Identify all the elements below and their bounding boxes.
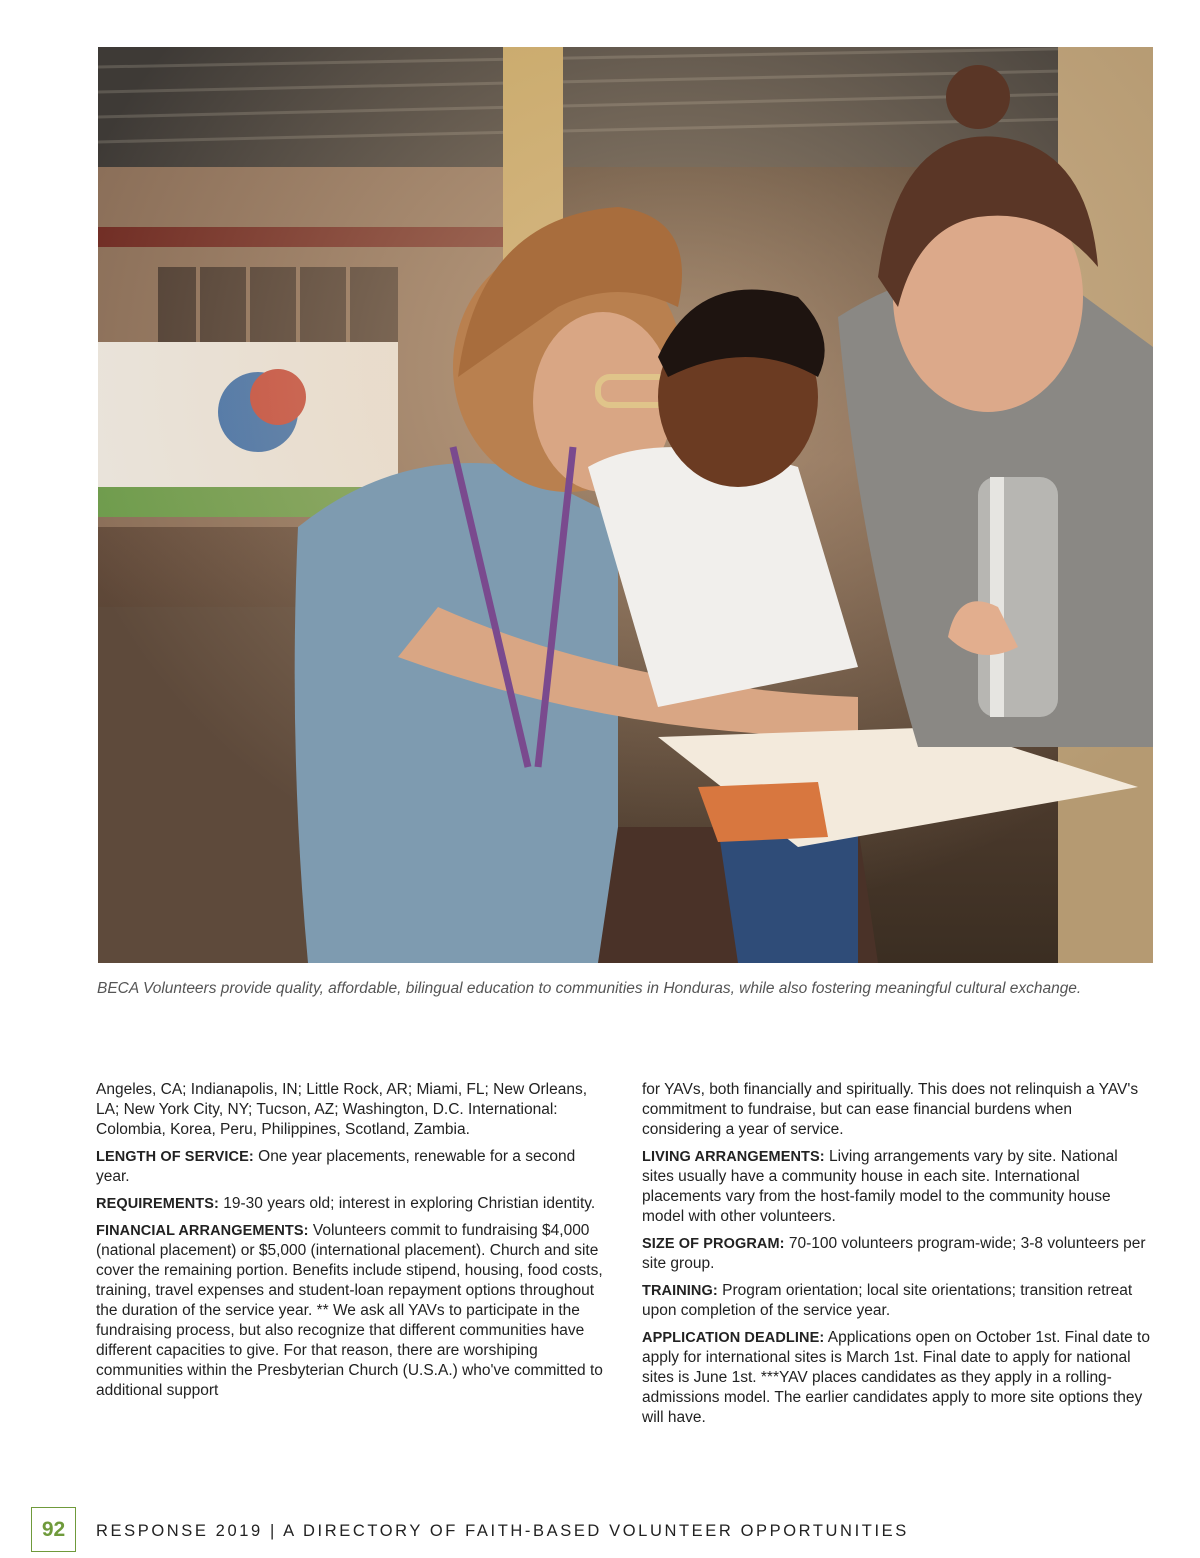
deadline-label: APPLICATION DEADLINE: [642,1330,825,1346]
training-label: TRAINING: [642,1283,718,1299]
locations-text: Angeles, CA; Indianapolis, IN; Little Rock, AR; Miami, FL; New Orleans, LA; New York City, NY; Tucson, AZ; Washington, D.C. International: Colombia, Korea, Peru, Philippines, Scotland, Zambia. [96,1081,588,1138]
training [642,1281,1150,1321]
right-column [642,1080,1150,1435]
financial-label: FINANCIAL ARRANGEMENTS: [96,1223,309,1239]
requirements-text: 19-30 years old; interest in exploring Christian identity. [218,1195,596,1212]
requirements-label: REQUIREMENTS: [96,1196,219,1212]
volunteers-photo [98,47,1153,963]
deadline-text: Applications open on October 1st. Final date to apply for international sites is March 1st. Final date to apply for national sites is June 1st. ***YAV places candidates as they apply in a rolling-admissions model. The earlier candidates apply to more site options they will have. [642,1329,1150,1426]
size-label: SIZE OF PROGRAM: [642,1236,785,1252]
size-of-program [642,1234,1150,1274]
financial-arrangements [96,1221,606,1401]
length-of-service [96,1147,606,1187]
financial-continuation [642,1080,1150,1140]
left-column [96,1080,606,1408]
application-deadline [642,1328,1150,1428]
continuation-text: for YAVs, both financially and spiritually. This does not relinquish a YAV's commitment to fundraise, but can ease financial burdens when considering a year of service. [642,1081,1139,1138]
training-text: Program orientation; local site orientations; transition retreat upon completion of the service year. [642,1282,1133,1319]
living-text: Living arrangements vary by site. National sites usually have a community house in each site. International placements vary from the host-family model to the community house model with other volunteers. [642,1148,1118,1225]
page-number: 92 [31,1507,76,1552]
living-label: LIVING ARRANGEMENTS: [642,1149,825,1165]
length-text: One year placements, renewable for a second year. [96,1148,576,1185]
locations-paragraph [96,1080,606,1140]
living-arrangements [642,1147,1150,1227]
length-label: LENGTH OF SERVICE: [96,1149,254,1165]
requirements [96,1194,606,1214]
photo-caption: BECA Volunteers provide quality, affordable, bilingual education to communities in Honduras, while also fostering meaningful cultural exchange. [97,980,1082,997]
financial-text: Volunteers commit to fundraising $4,000 (national placement) or $5,000 (international placement). Church and site cover the remaining portion. Benefits include stipend, housing, food costs, training, travel expenses and student-loan repayment options throughout the duration of the service year. ** We ask all YAVs to participate in the fundraising process, but also recognize that different communities have different capacities to give. For that reason, there are worshiping communities within the Presbyterian Church (U.S.A.) who've committed to additional support [96,1222,603,1399]
footer-title: RESPONSE 2019 | A DIRECTORY OF FAITH-BASED VOLUNTEER OPPORTUNITIES [96,1522,909,1540]
size-text: 70-100 volunteers program-wide; 3-8 volunteers per site group. [642,1235,1146,1272]
